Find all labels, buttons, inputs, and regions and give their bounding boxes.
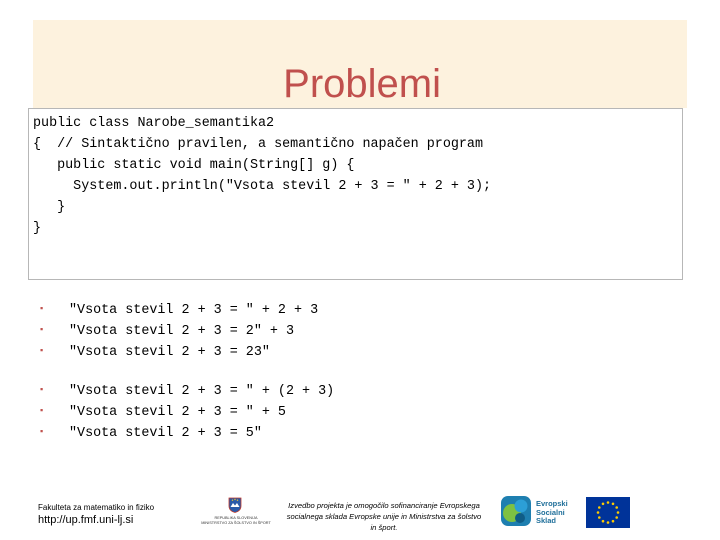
code-line: public static void main(String[] g) { — [33, 158, 355, 173]
ministry-logo — [198, 497, 274, 533]
code-box — [28, 108, 683, 280]
funding-note: Izvedbo projekta je omogočilo sofinanciranje Evropskega socialnega sklada Evropske unije in Ministrstva za šolstvo in šport. — [286, 501, 482, 532]
code-line: System.out.println("Vsota stevil 2 + 3 = " + 2 + 3); — [33, 179, 492, 194]
bullet-icon: ▪ — [40, 405, 44, 415]
esf-logo-text: Evropski Socialni Sklad — [536, 499, 568, 525]
title-band — [33, 20, 687, 108]
list-item-text: "Vsota stevil 2 + 3 = " + 2 + 3 — [69, 303, 319, 318]
bullet-icon: ▪ — [40, 345, 44, 355]
code-line: } — [33, 221, 42, 236]
list-item — [40, 340, 318, 361]
list-item-text: "Vsota stevil 2 + 3 = 23" — [69, 345, 270, 360]
list-item — [40, 400, 334, 421]
eu-flag-icon — [586, 497, 630, 528]
list-item-text: "Vsota stevil 2 + 3 = 5" — [69, 426, 262, 441]
bullet-icon: ▪ — [40, 426, 44, 436]
code-line: { // Sintaktično pravilen, a semantično napačen program — [33, 137, 483, 152]
slide-title: Problemi — [283, 62, 441, 106]
list-item — [40, 421, 334, 442]
code-line: public class Narobe_semantika2 — [33, 116, 275, 131]
esf-logo-icon — [499, 494, 533, 528]
bullet-icon: ▪ — [40, 303, 44, 313]
ministry-logo-text: REPUBLIKA SLOVENIJA MINISTRSTVO ZA ŠOLSTVO IN ŠPORT — [201, 516, 271, 525]
footer-faculty-name: Fakulteta za matematiko in fiziko — [38, 503, 155, 512]
evaluation-list-a — [40, 298, 318, 361]
footer-url-link[interactable]: http://up.fmf.uni-lj.si — [38, 514, 134, 526]
list-item-text: "Vsota stevil 2 + 3 = " + (2 + 3) — [69, 384, 335, 399]
list-item — [40, 298, 318, 319]
list-item — [40, 319, 318, 340]
bullet-icon: ▪ — [40, 384, 44, 394]
list-item-text: "Vsota stevil 2 + 3 = 2" + 3 — [69, 324, 294, 339]
code-line: } — [33, 200, 66, 215]
coat-of-arms-icon — [228, 497, 242, 513]
bullet-icon: ▪ — [40, 324, 44, 334]
list-item — [40, 379, 334, 400]
list-item-text: "Vsota stevil 2 + 3 = " + 5 — [69, 405, 286, 420]
evaluation-list-b — [40, 379, 334, 442]
